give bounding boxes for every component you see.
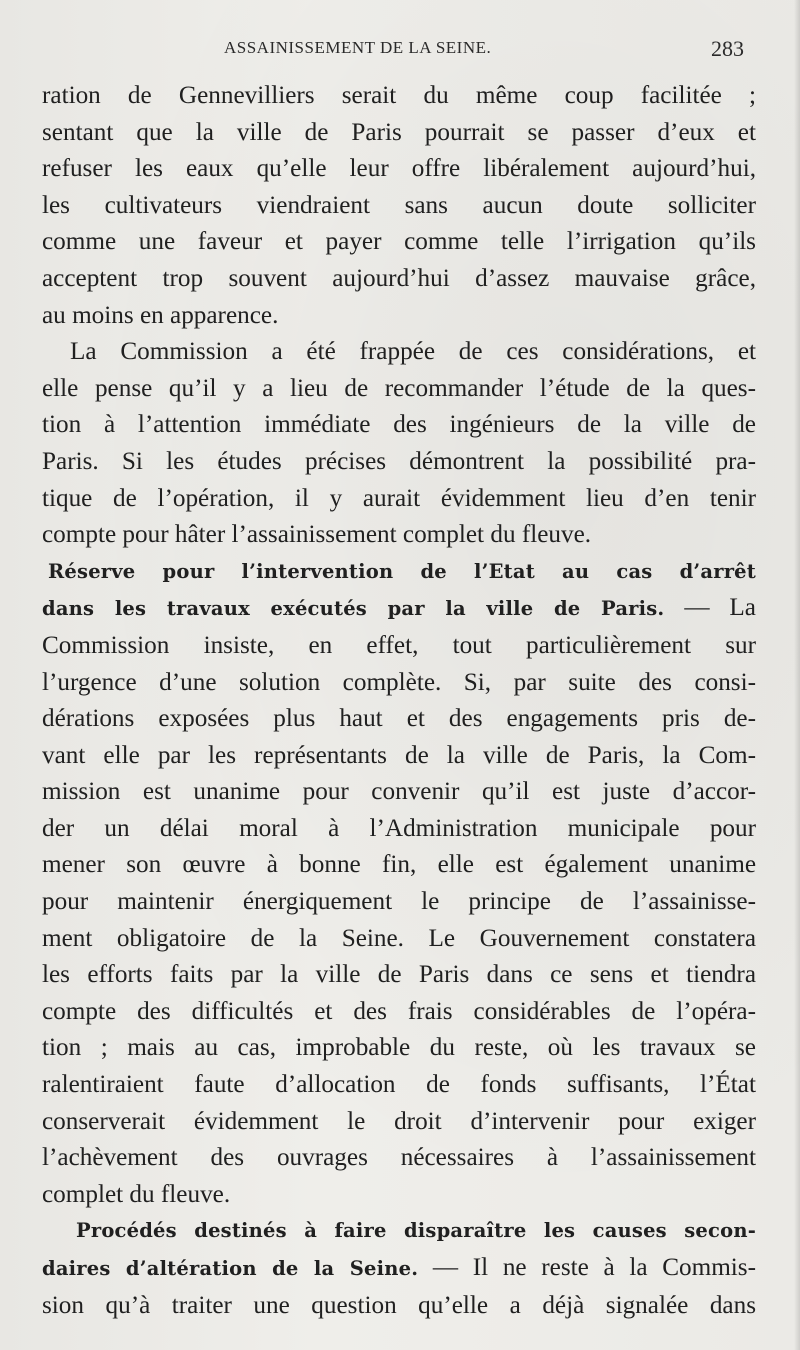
running-title: ASSAINISSEMENT DE LA SEINE.: [224, 38, 492, 57]
text-line: compte pour hâter l’assainissement complet du fleuve.: [42, 521, 592, 549]
text-line: tion à l’attention immédiate des ingénieurs de la ville de: [42, 411, 756, 439]
paragraph-3: [42, 554, 756, 1214]
text-line: conserverait évidemment le droit d’intervenir pour exiger: [42, 1107, 756, 1135]
section-heading-procedes-cont: daires d’altération de la Seine.: [42, 1257, 419, 1280]
text-line: acceptent trop souvent aujourd’hui d’assez mauvaise grâce,: [42, 264, 756, 292]
text-line: Paris. Si les études précises démontrent la possibilité pra-: [42, 447, 756, 475]
running-head: [0, 36, 800, 66]
text-line: ment obligatoire de la Seine. Le Gouvernement constatera: [42, 924, 756, 952]
text-line: La Commission a été frappée de ces considérations, et: [70, 338, 756, 366]
text-line: pour maintenir énergiquement le principe de l’assainisse-: [42, 888, 756, 916]
page-number: 283: [711, 36, 744, 61]
text-line: tion ; mais au cas, improbable du reste, où les travaux se: [42, 1034, 756, 1062]
text-line: l’achèvement des ouvrages nécessaires à l’assainissement: [42, 1144, 756, 1172]
section-heading-reserve-cont: dans les travaux exécutés par la ville de Paris.: [42, 597, 665, 621]
heading-tail: — Il ne reste à la Commis-: [418, 1254, 756, 1281]
page-edge-shadow: [794, 0, 800, 1350]
text-line: der un délai moral à l’Administration municipale pour: [42, 814, 756, 842]
text-line: refuser les eaux qu’elle leur offre libéralement aujourd’hui,: [42, 155, 756, 183]
text-line: vant elle par les représentants de la ville de Paris, la Com-: [42, 741, 756, 769]
paragraph-1: [42, 78, 756, 334]
text-line: l’urgence d’une solution complète. Si, par suite des consi-: [42, 668, 756, 696]
text-line: au moins en apparence.: [42, 301, 279, 329]
text-line: ration de Gennevilliers serait du même coup facilitée ;: [42, 82, 756, 109]
text-line: sion qu’à traiter une question qu’elle a déjà signalée dans: [42, 1291, 756, 1319]
heading-tail: — La: [664, 594, 756, 622]
heading-continuation-line: [42, 590, 756, 628]
paragraph-2: [42, 334, 756, 554]
text-line: les efforts faits par la ville de Paris dans ce sens et tiendra: [42, 961, 756, 989]
paragraph-4: [42, 1213, 756, 1324]
text-line: dérations exposées plus haut et des engagements pris de-: [42, 705, 756, 733]
body-text: [42, 78, 756, 1324]
text-line: les cultivateurs viendraient sans aucun doute solliciter: [42, 191, 756, 219]
text-line: Commission insiste, en effet, tout particulièrement sur: [42, 631, 756, 659]
text-line: complet du fleuve.: [42, 1180, 231, 1208]
section-heading-procedes: Procédés destinés à faire disparaître les causes secon-: [76, 1219, 756, 1243]
text-line: sentant que la ville de Paris pourrait se passer d’eux et: [42, 118, 756, 146]
text-line: tique de l’opération, il y aurait évidemment lieu d’en tenir: [42, 484, 756, 512]
text-line: mission est unanime pour convenir qu’il est juste d’accor-: [42, 778, 756, 806]
heading-continuation-line: [42, 1250, 756, 1288]
text-line: comme une faveur et payer comme telle l’irrigation qu’ils: [42, 228, 756, 256]
text-line: elle pense qu’il y a lieu de recommander l’étude de la ques-: [42, 374, 756, 402]
text-line: compte des difficultés et des frais considérables de l’opéra-: [42, 997, 756, 1025]
section-heading-reserve: Réserve pour l’intervention de l’Etat au cas d’arrêt: [48, 559, 756, 583]
text-line: ralentiraient faute d’allocation de fonds suffisants, l’État: [42, 1071, 756, 1099]
text-line: mener son œuvre à bonne fin, elle est également unanime: [42, 851, 756, 879]
